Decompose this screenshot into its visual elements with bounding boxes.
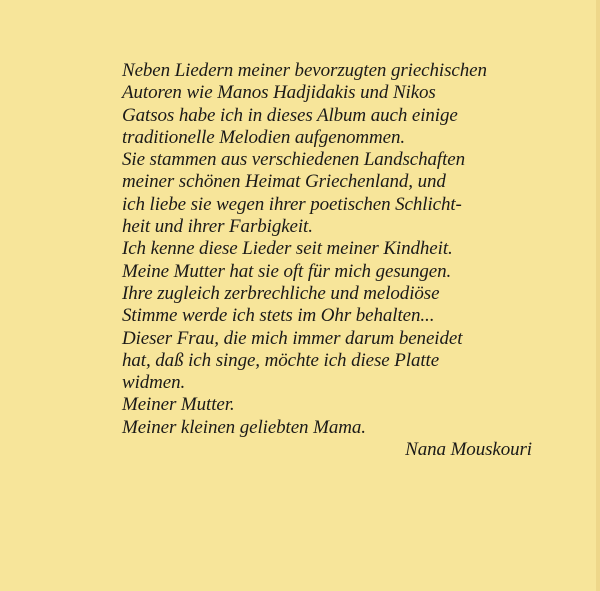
text-line: Gatsos habe ich in dieses Album auch einige <box>122 104 458 126</box>
text-line: traditionelle Melodien aufgenommen. <box>122 126 406 148</box>
signature: Nana Mouskouri <box>405 439 532 461</box>
text-line: Stimme werde ich stets im Ohr behalten... <box>122 305 435 327</box>
text-line: Ich kenne diese Lieder seit meiner Kindheit. <box>122 238 453 260</box>
text-line: Meine Mutter hat sie oft für mich gesungen. <box>122 260 452 282</box>
text-line: hat, daß ich singe, möchte ich diese Platte <box>122 349 440 371</box>
page-edge <box>596 0 600 591</box>
text-line: Dieser Frau, die mich immer darum beneidet <box>122 327 463 349</box>
dedication-text <box>122 60 562 461</box>
text-line: widmen. <box>122 372 186 394</box>
text-line: ich liebe sie wegen ihrer poetischen Schlicht- <box>122 193 462 215</box>
text-line: Sie stammen aus verschiedenen Landschaften <box>122 149 466 171</box>
text-line: Meiner Mutter. <box>122 394 235 416</box>
text-line: Autoren wie Manos Hadjidakis und Nikos <box>122 82 436 104</box>
text-line: meiner schönen Heimat Griechenland, und <box>122 171 446 193</box>
text-line: Ihre zugleich zerbrechliche und melodiöse <box>122 282 440 304</box>
text-line: heit und ihrer Farbigkeit. <box>122 216 313 238</box>
text-line: Neben Liedern meiner bevorzugten griechischen <box>122 60 487 81</box>
text-line: Meiner kleinen geliebten Mama. <box>122 416 366 438</box>
